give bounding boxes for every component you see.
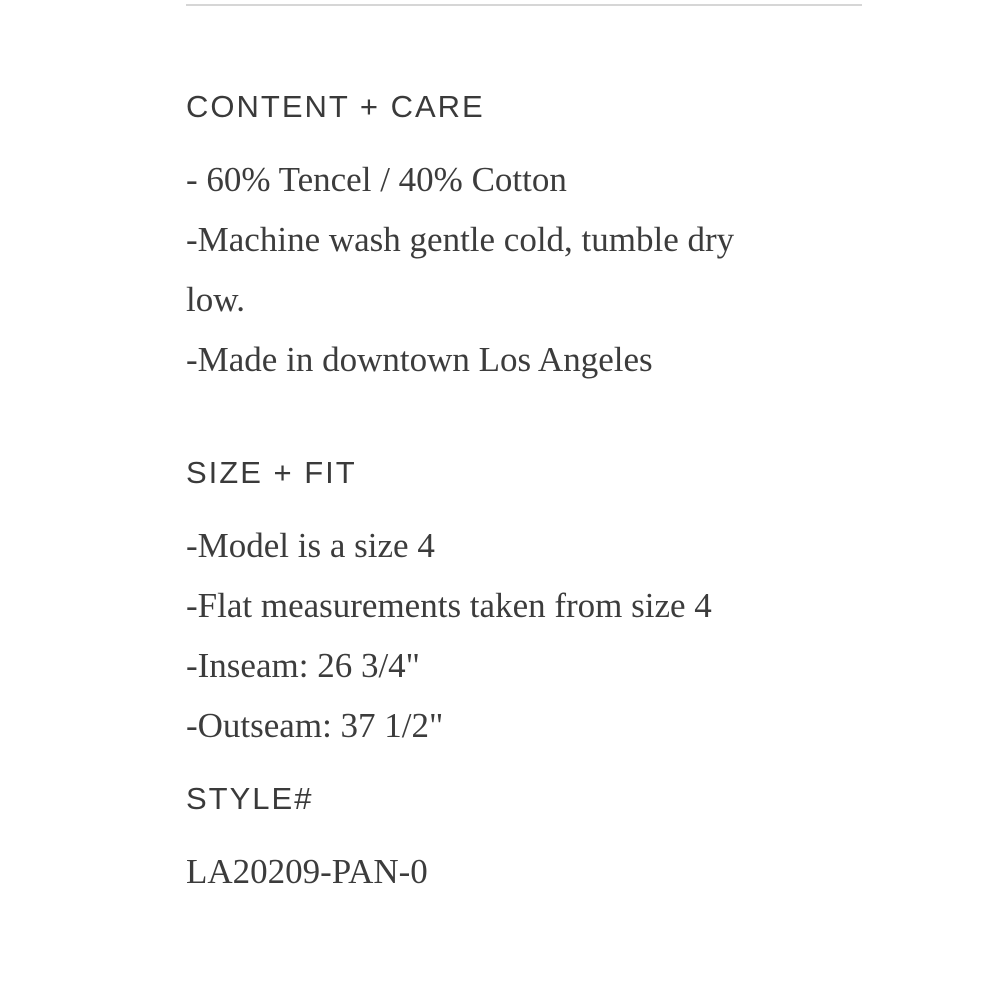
top-divider <box>186 4 862 6</box>
style-section <box>186 780 862 902</box>
model-size: -Model is a size 4 <box>186 526 435 565</box>
inseam-measurement: -Inseam: 26 3/4" <box>186 646 420 685</box>
outseam-measurement: -Outseam: 37 1/2" <box>186 706 444 745</box>
content-care-section <box>186 88 862 390</box>
fabric-composition: - 60% Tencel / 40% Cotton <box>186 160 567 199</box>
origin-note: -Made in downtown Los Angeles <box>186 340 653 379</box>
style-number: LA20209-PAN-0 <box>186 852 428 891</box>
style-heading: STYLE# <box>186 781 314 816</box>
content-care-heading: CONTENT + CARE <box>186 89 485 124</box>
wash-instructions-continued: low. <box>186 280 245 319</box>
size-fit-section <box>186 454 862 756</box>
wash-instructions: -Machine wash gentle cold, tumble dry <box>186 220 735 259</box>
size-fit-heading: SIZE + FIT <box>186 455 357 490</box>
measurement-note: -Flat measurements taken from size 4 <box>186 586 712 625</box>
